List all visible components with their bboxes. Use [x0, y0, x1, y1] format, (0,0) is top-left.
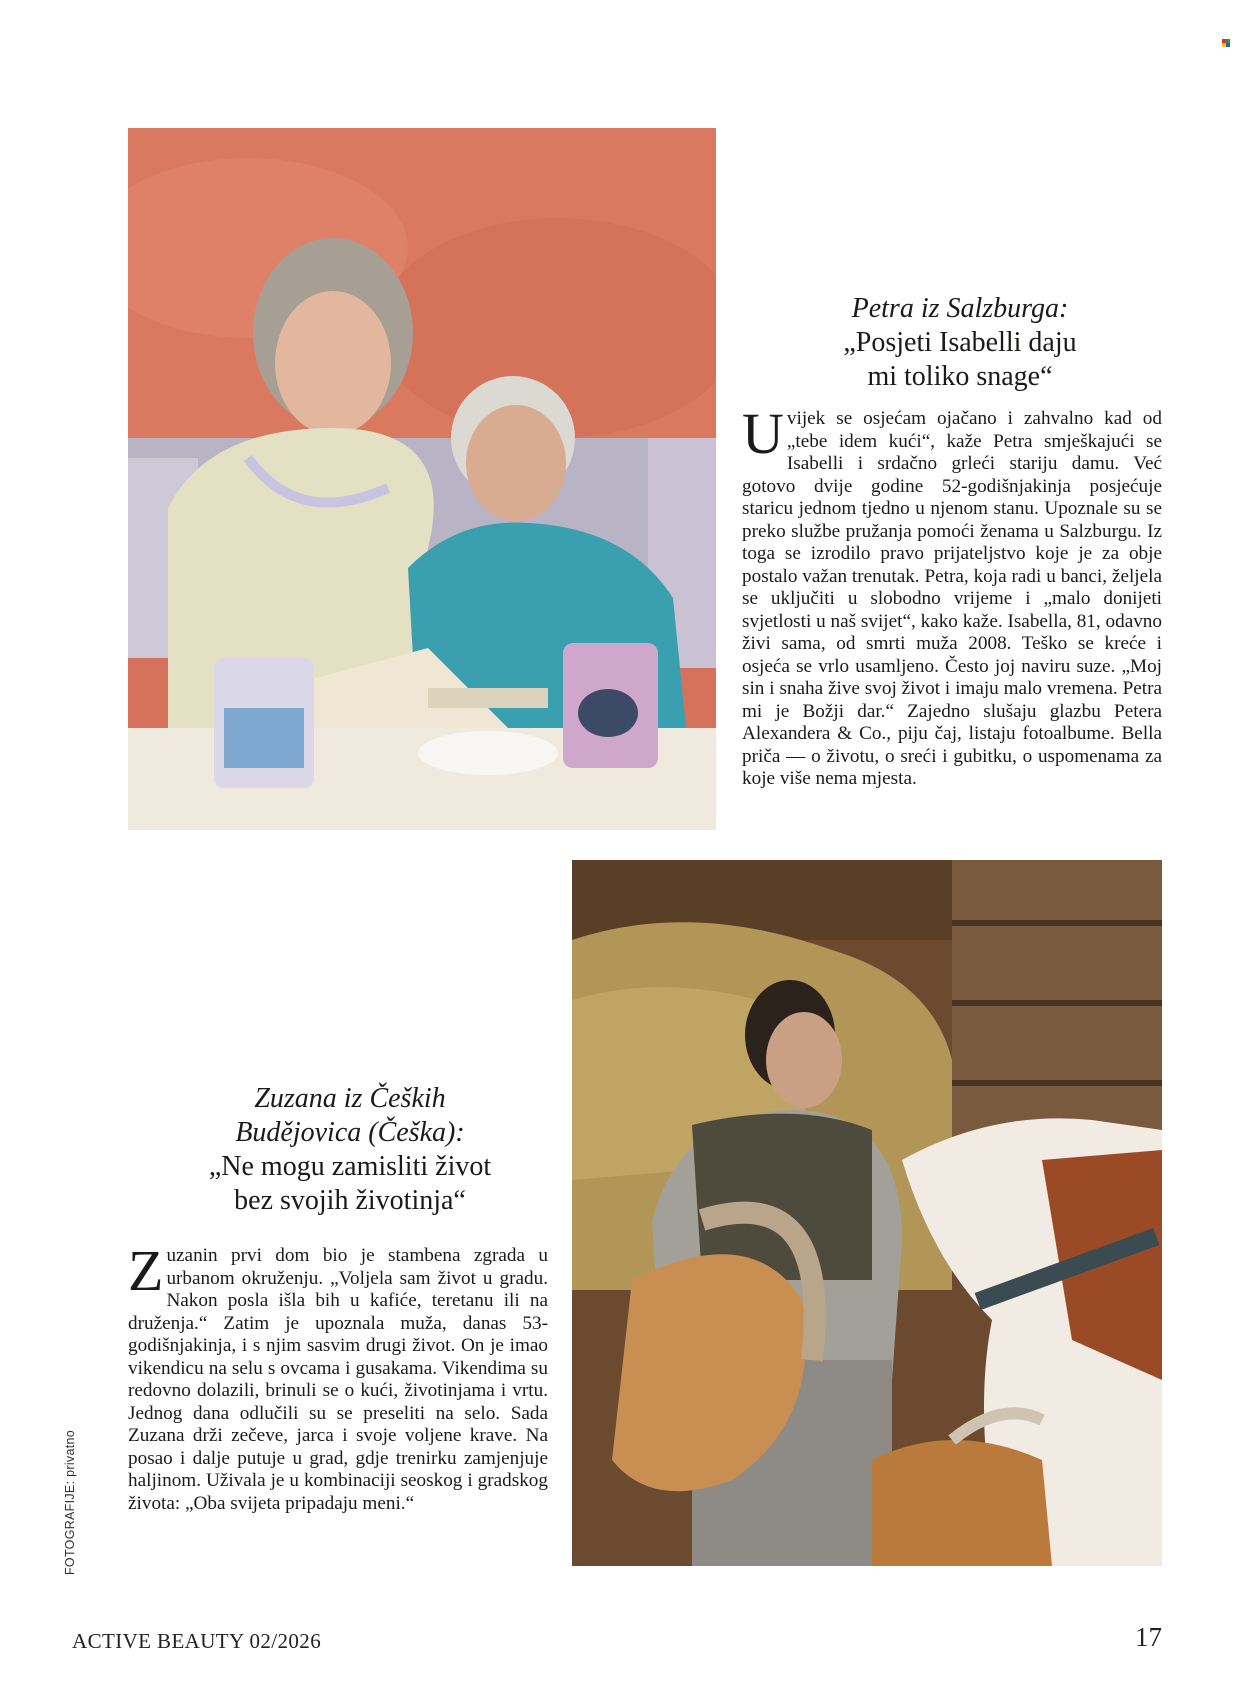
page-number: 17 [1135, 1622, 1162, 1652]
article-text-zuzana [128, 1238, 548, 1515]
headline-kicker: Budějovica (Češka): [235, 1117, 465, 1148]
article-body: uzanin prvi dom bio je stambena zgrada u urbanom okruženju. „Voljela sam život u gradu. Nakon posla išla bih u kafiće, teretanu ili na druženja.“ Zatim je upoznala muža, danas 53-godišnjakinja, i s njim sasvim drugi život. On je imao vikendicu na selu s ovcama i gusakama. Vikendima su redovno dolazili, brinuli se o kući, životinjama i vrtu. Jednog dana odlučili su se preseliti na selo. Sada Zuzana drži zečeve, jarca i svoje voljene krave. Na posao i dalje putuje u grad, gdje trenirku zamjenjuje haljinom. Uživala je u kombinaciji seoskog i gradskog života: „Oba svijeta pripadaju meni.“ [128, 1245, 548, 1514]
photo-credit: FOTOGRAFIJE: privatno [63, 1430, 77, 1575]
article-body: vijek se osjećam ojačano i zahvalno kad od „tebe idem kući“, kaže Petra smješkajući se Isabelli i srdačno grleći stariju damu. Već gotovo dvije godine 52-godišnjakinja posjećuje staricu jednom tjedno u njenom stanu. Upoznale su se preko službe pružanja pomoći ženama u Salzburgu. Iz toga se izrodilo pravo prijateljstvo koje je za obje postalo važan trenutak. Petra, koja radi u banci, željela se uključiti u slobodno vrijeme i „malo donijeti svjetlosti u naš svijet“, kako kaže. Isabella, 81, odavno živi sama, od smrti muža 2008. Teško se kreće i osjeća se vrlo usamljeno. Često joj naviru suze. „Moj sin i snaha žive svoj život i imaju malo vremena. Petra mi je Božji dar.“ Zajedno slušaju glazbu Petera Alexandera & Co., piju čaj, listaju fotoalbume. Bella priča — o životu, o sreći i gubitku, o uspomenama za koje više nema mjesta. [742, 408, 1162, 789]
headline-kicker: Zuzana iz Čeških [254, 1083, 446, 1114]
footer-magazine-issue: ACTIVE BEAUTY 02/2026 [72, 1629, 322, 1653]
drop-cap: U [742, 401, 784, 466]
drop-cap: Z [128, 1238, 164, 1303]
headline-quote-line: mi toliko snage“ [867, 361, 1053, 392]
photo-zuzana-with-animals [572, 860, 1162, 1566]
headline-quote-line: „Posjeti Isabelli daju [843, 327, 1077, 358]
photo-petra-and-isabella [128, 128, 716, 830]
headline-quote-line: bez svojih životinja“ [234, 1185, 466, 1216]
article-text-petra [742, 401, 1162, 791]
headline-zuzana [160, 1082, 540, 1218]
headline-quote-line: „Ne mogu zamisliti život [208, 1151, 492, 1182]
color-registration-mark [1222, 34, 1230, 42]
headline-petra [760, 292, 1160, 394]
headline-kicker: Petra iz Salzburga: [851, 293, 1069, 324]
